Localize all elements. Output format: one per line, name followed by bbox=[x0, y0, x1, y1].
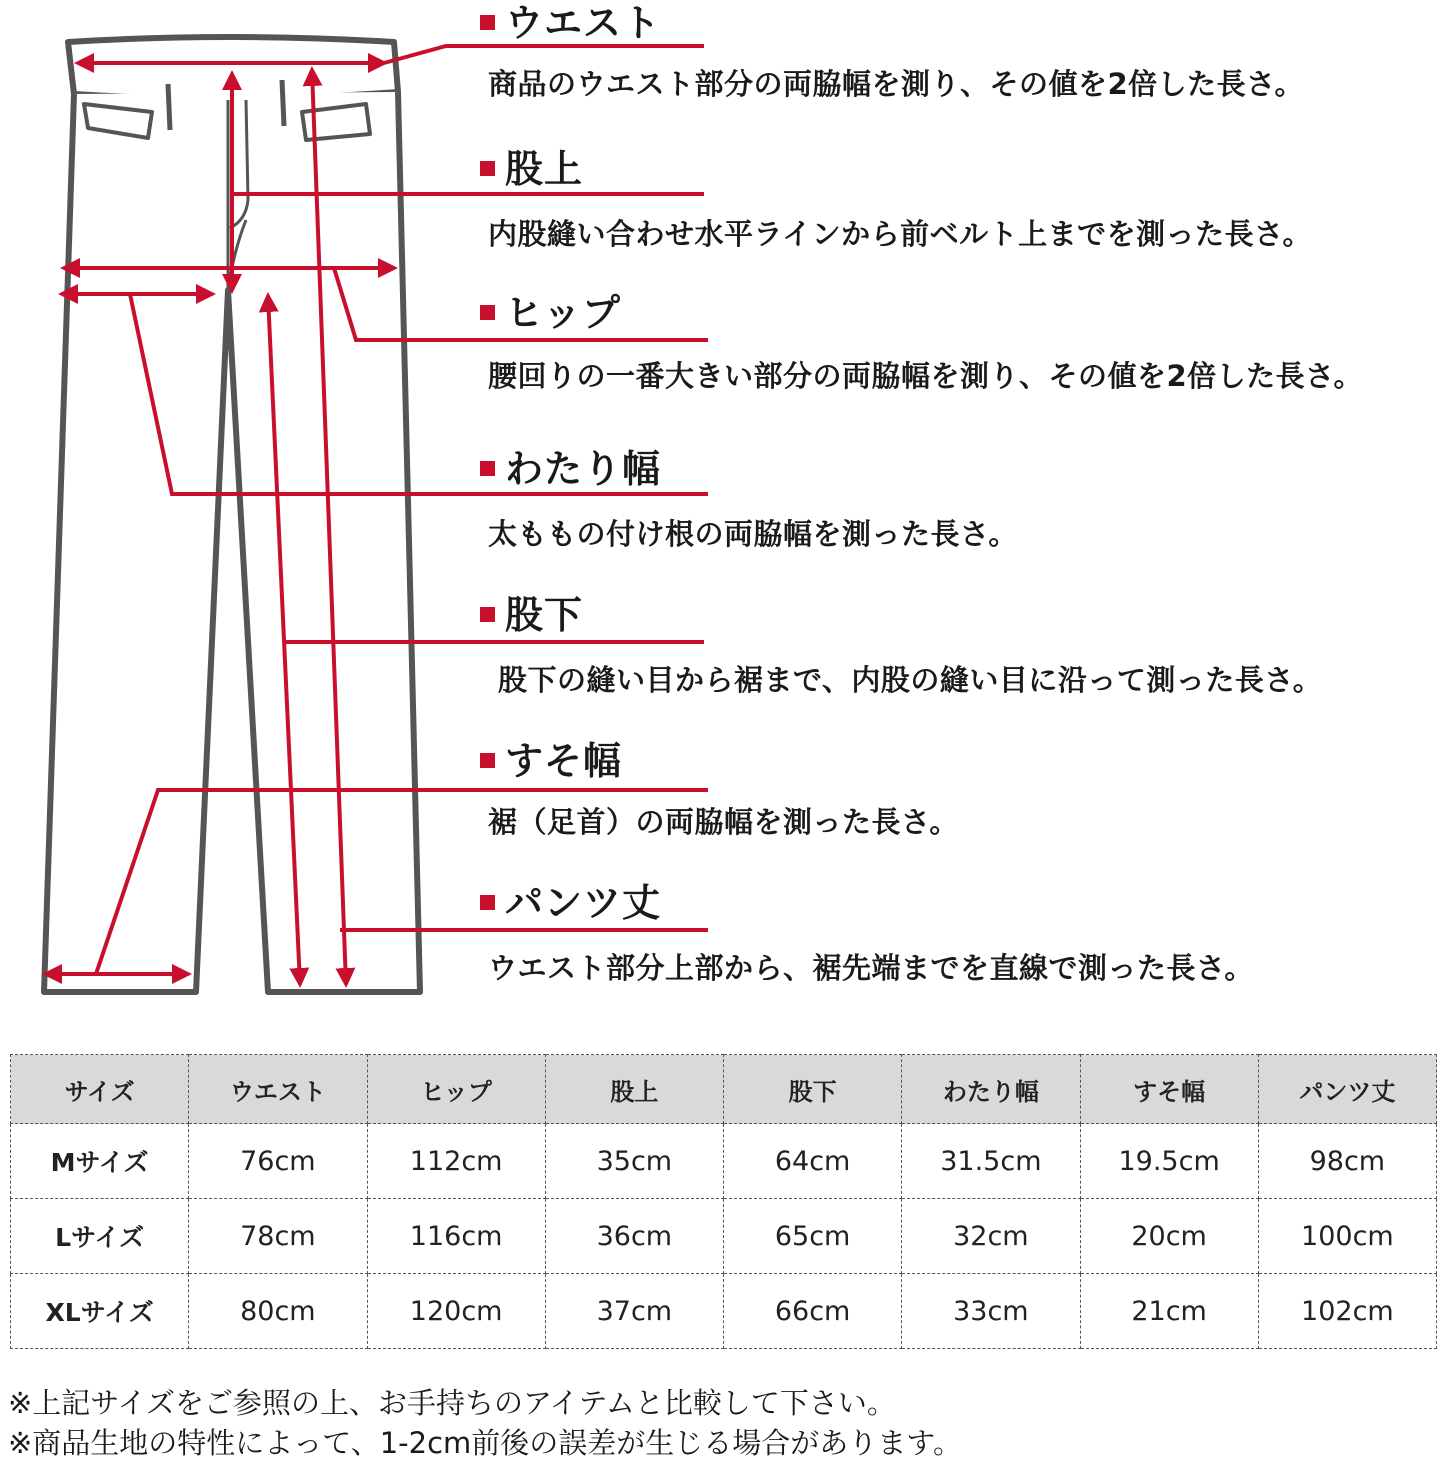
table-cell: 102cm bbox=[1258, 1274, 1436, 1349]
measure-title-text: 股下 bbox=[505, 593, 584, 637]
table-cell: 37cm bbox=[545, 1274, 723, 1349]
table-cell: 33cm bbox=[902, 1274, 1080, 1349]
size-label-cell: Mサイズ bbox=[11, 1124, 189, 1199]
measure-title-text: ヒップ bbox=[505, 291, 621, 335]
table-cell: 65cm bbox=[724, 1199, 902, 1274]
measure-description: 商品のウエスト部分の両脇幅を測り、その値を2倍した長さ。 bbox=[488, 67, 1305, 101]
table-cell: 80cm bbox=[189, 1274, 367, 1349]
table-cell: 19.5cm bbox=[1080, 1124, 1258, 1199]
measure-title-text: ウエスト bbox=[505, 1, 662, 45]
measure-description: ウエスト部分上部から、裾先端までを直線で測った長さ。 bbox=[488, 951, 1254, 985]
measure-title-text: 股上 bbox=[505, 147, 584, 191]
measure-title-text: すそ幅 bbox=[505, 739, 623, 783]
size-label-cell: Lサイズ bbox=[11, 1199, 189, 1274]
notes bbox=[8, 1383, 962, 1463]
table-cell: 66cm bbox=[724, 1274, 902, 1349]
size-table bbox=[10, 1054, 1437, 1349]
column-header: 股上 bbox=[545, 1055, 723, 1124]
measure-title-text: わたり幅 bbox=[505, 447, 662, 491]
bullet-square-icon bbox=[480, 305, 495, 320]
table-cell: 76cm bbox=[189, 1124, 367, 1199]
measure-description: 内股縫い合わせ水平ラインから前ベルト上までを測った長さ。 bbox=[488, 217, 1312, 251]
measure-title bbox=[480, 880, 661, 926]
note-line: ※商品生地の特性によって、1-2cm前後の誤差が生じる場合があります。 bbox=[8, 1426, 962, 1460]
note-line: ※上記サイズをご参照の上、お手持ちのアイテムと比較して下さい。 bbox=[8, 1386, 896, 1420]
table-cell: 100cm bbox=[1258, 1199, 1436, 1274]
table-header-row bbox=[11, 1055, 1437, 1124]
table-cell: 21cm bbox=[1080, 1274, 1258, 1349]
measure-description: 太ももの付け根の両脇幅を測った長さ。 bbox=[488, 517, 1018, 551]
table-row bbox=[11, 1199, 1437, 1274]
column-header: 股下 bbox=[724, 1055, 902, 1124]
bullet-square-icon bbox=[480, 607, 495, 622]
column-header: サイズ bbox=[11, 1055, 189, 1124]
size-label-cell: XLサイズ bbox=[11, 1274, 189, 1349]
column-header: ヒップ bbox=[367, 1055, 545, 1124]
measure-title bbox=[480, 146, 583, 192]
table-cell: 35cm bbox=[545, 1124, 723, 1199]
table-cell: 116cm bbox=[367, 1199, 545, 1274]
column-header: すそ幅 bbox=[1080, 1055, 1258, 1124]
table-row bbox=[11, 1124, 1437, 1199]
measure-title bbox=[480, 0, 661, 46]
measure-title bbox=[480, 446, 661, 492]
table-cell: 20cm bbox=[1080, 1199, 1258, 1274]
measure-title bbox=[480, 592, 583, 638]
bullet-square-icon bbox=[480, 15, 495, 30]
measure-title-text: パンツ丈 bbox=[505, 881, 662, 925]
table-cell: 78cm bbox=[189, 1199, 367, 1274]
table-cell: 31.5cm bbox=[902, 1124, 1080, 1199]
bullet-square-icon bbox=[480, 161, 495, 176]
column-header: ウエスト bbox=[189, 1055, 367, 1124]
bullet-square-icon bbox=[480, 461, 495, 476]
measure-description: 裾（足首）の両脇幅を測った長さ。 bbox=[488, 805, 959, 839]
column-header: パンツ丈 bbox=[1258, 1055, 1436, 1124]
table-cell: 32cm bbox=[902, 1199, 1080, 1274]
measure-description: 腰回りの一番大きい部分の両脇幅を測り、その値を2倍した長さ。 bbox=[488, 359, 1364, 393]
measure-title bbox=[480, 290, 621, 336]
table-cell: 36cm bbox=[545, 1199, 723, 1274]
bullet-square-icon bbox=[480, 895, 495, 910]
column-header: わたり幅 bbox=[902, 1055, 1080, 1124]
table-row bbox=[11, 1274, 1437, 1349]
table-cell: 120cm bbox=[367, 1274, 545, 1349]
table-cell: 64cm bbox=[724, 1124, 902, 1199]
table-cell: 112cm bbox=[367, 1124, 545, 1199]
measure-description: 股下の縫い目から裾まで、内股の縫い目に沿って測った長さ。 bbox=[498, 663, 1323, 697]
table-cell: 98cm bbox=[1258, 1124, 1436, 1199]
measure-title bbox=[480, 738, 622, 784]
bullet-square-icon bbox=[480, 753, 495, 768]
